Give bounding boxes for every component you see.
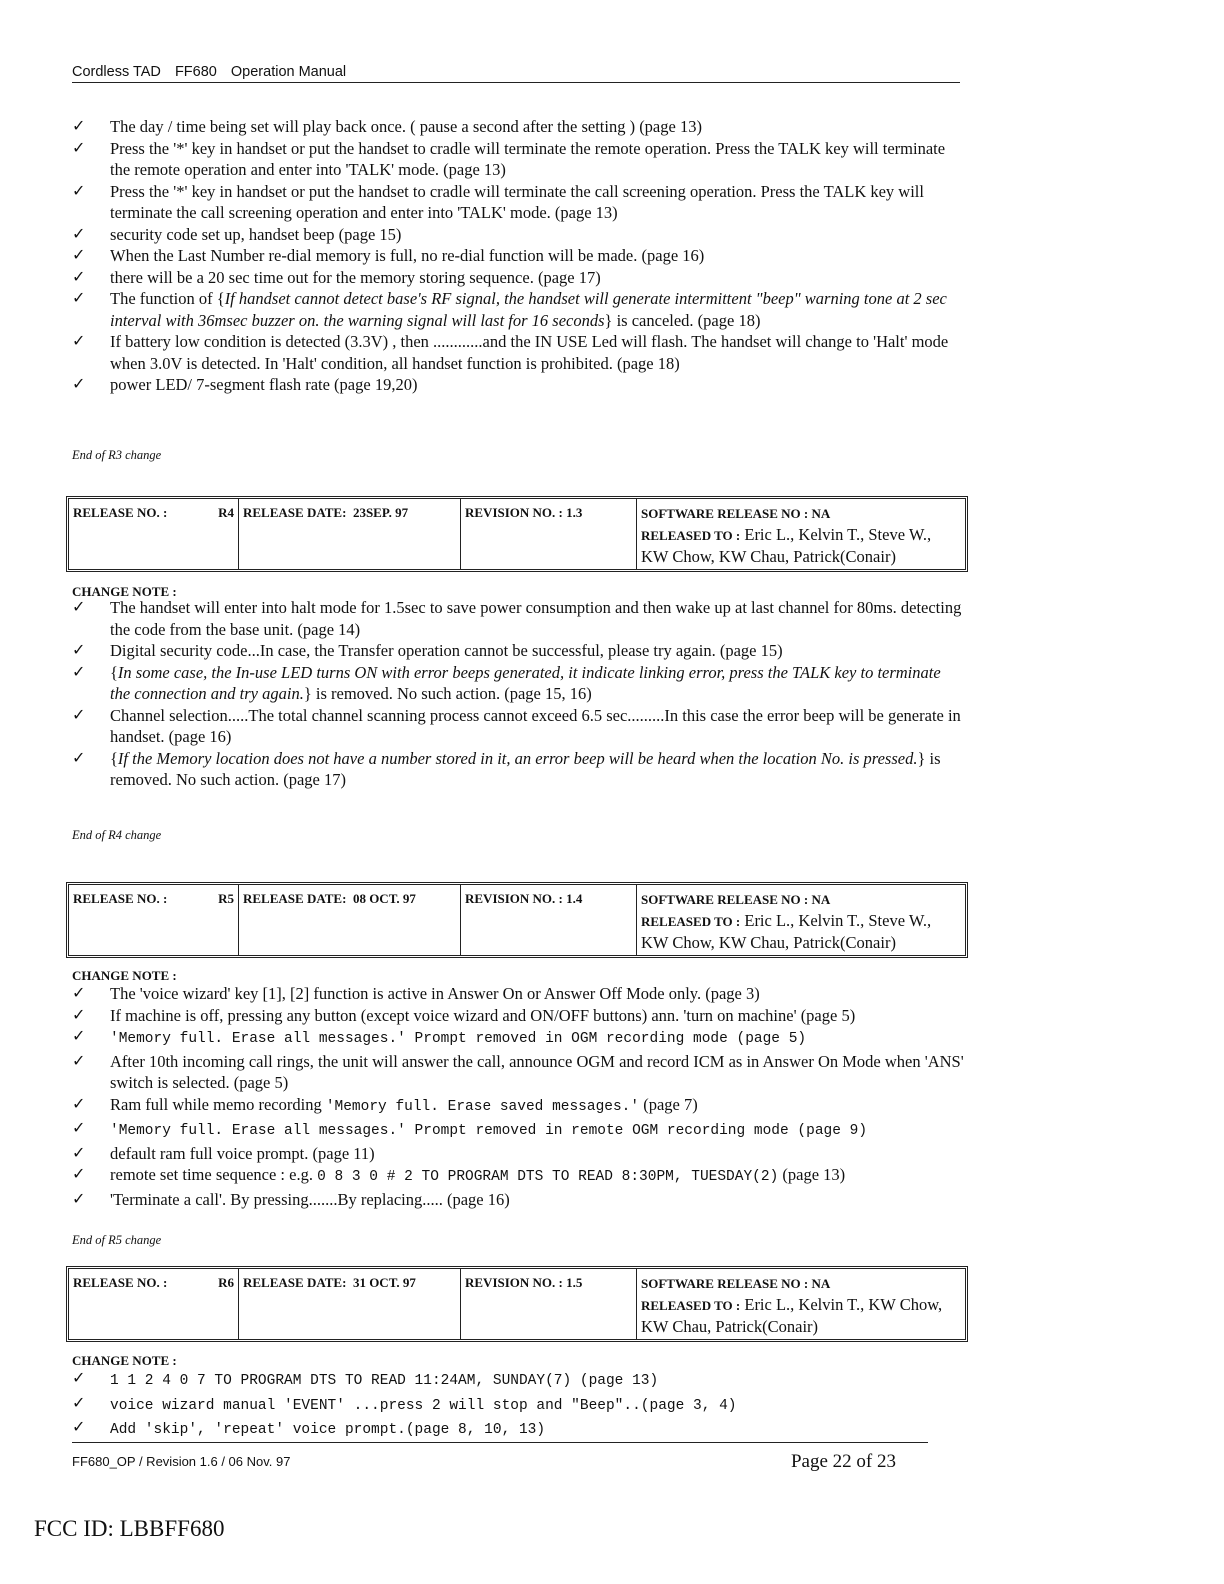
checkmark-icon: ✓ — [72, 1006, 86, 1024]
release-date-label: RELEASE DATE: — [243, 505, 347, 520]
software-release-label: SOFTWARE RELEASE NO : NA — [641, 1276, 831, 1291]
release-date-cell — [239, 1269, 461, 1339]
change-item — [72, 288, 964, 331]
checkmark-icon: ✓ — [72, 706, 86, 724]
change-item-text: default ram full voice prompt. (page 11) — [110, 1143, 375, 1163]
revision-label: REVISION NO. : — [465, 891, 563, 906]
change-item — [72, 245, 964, 267]
change-item — [72, 1143, 964, 1165]
header-left: Cordless TAD — [72, 64, 161, 80]
release-date-cell — [239, 499, 461, 569]
release-no-label: RELEASE NO. : — [73, 891, 168, 906]
change-item-text: power LED/ 7-segment flash rate (page 19,20) — [110, 375, 418, 394]
change-item — [72, 138, 964, 181]
change-note-label: CHANGE NOTE : — [72, 968, 177, 983]
change-item — [72, 331, 964, 374]
footer-page-number: Page 22 of 23 — [790, 1451, 896, 1472]
change-item-text: Channel selection.....The total channel scanning process cannot exceed 6.5 sec.........In this case the error beep will be generate in handset. (page 16) — [110, 705, 961, 746]
change-item-text: If the Memory location does not have a number stored in it, an error beep will be heard when the location No. is pressed. — [117, 748, 918, 768]
change-item-text: The handset will enter into halt mode for 1.5sec to save power consumption and then wake up at last channel for 80ms. detecting the code from the base unit. (page 14) — [110, 598, 962, 639]
release-no-cell — [69, 885, 239, 955]
checkmark-icon: ✓ — [72, 642, 86, 659]
software-cell — [637, 1269, 965, 1339]
release-no-label: RELEASE NO. : — [73, 505, 168, 520]
checkmark-icon: ✓ — [72, 225, 86, 243]
revision-value: 1.5 — [566, 1275, 583, 1290]
release-no-value: R4 — [218, 505, 234, 520]
change-item — [72, 662, 964, 705]
revision-label: REVISION NO. : — [465, 505, 563, 520]
page-header — [72, 64, 960, 83]
change-item — [72, 1368, 964, 1393]
released-to-value: Eric L., Kelvin T., Steve W., KW Chow, KW Chau, Patrick(Conair) — [641, 525, 932, 566]
change-item-text: } is removed. No such action. (page 17) — [110, 748, 941, 789]
header-model: FF680 — [174, 64, 217, 80]
page-footer — [72, 1442, 928, 1471]
release-table-r6 — [66, 1266, 968, 1342]
change-item-text: 1 1 2 4 0 7 TO PROGRAM DTS TO READ 11:24AM, SUNDAY(7) (page 13) — [110, 1373, 659, 1389]
change-note-label: CHANGE NOTE : — [72, 584, 177, 599]
release-date-label: RELEASE DATE: — [243, 1275, 347, 1290]
change-item-text: security code set up, handset beep (page 15) — [110, 224, 402, 244]
checkmark-icon: ✓ — [72, 1190, 86, 1208]
change-item — [72, 116, 964, 138]
change-item-text: 'Terminate a call'. By pressing.......By replacing..... (page 16) — [110, 1189, 510, 1209]
change-item-text: Digital security code...In case, the Transfer operation cannot be successful, please try again. (page 15) — [110, 641, 783, 660]
software-cell — [637, 499, 965, 569]
revision-cell — [461, 885, 637, 955]
revision-cell — [461, 499, 637, 569]
change-item — [72, 1094, 964, 1119]
change-item-text: If battery low condition is detected (3.3V) , then ............and the IN USE Led will flash. The handset will change to 'Halt' mode when 3.0V is detected. In 'Halt' condition, all handset function is prohibited. (page 18) — [110, 332, 949, 373]
change-item-text: { — [110, 748, 118, 768]
release-date-label: RELEASE DATE: — [243, 891, 347, 906]
checkmark-icon: ✓ — [72, 268, 86, 286]
change-item — [72, 1393, 964, 1418]
change-item-text: Add 'skip', 'repeat' voice prompt.(page 8, 10, 13) — [110, 1422, 546, 1438]
change-item-text: The day / time being set will play back once. ( pause a second after the setting ) (page 13) — [110, 117, 702, 136]
change-item-text: (page 7) — [639, 1094, 698, 1114]
end-r3-note: End of R3 change — [72, 448, 162, 462]
r6-change-list — [72, 1368, 964, 1442]
checkmark-icon: ✓ — [72, 1095, 86, 1113]
released-to-label: RELEASED TO : — [641, 1298, 741, 1313]
checkmark-icon: ✓ — [72, 333, 86, 350]
footer-doc-revision: FF680_OP / Revision 1.6 / 06 Nov. 97 — [72, 1454, 291, 1469]
released-to-value: Eric L., Kelvin T., Steve W., KW Chow, KW Chau, Patrick(Conair) — [641, 911, 932, 952]
release-table-r4 — [66, 496, 968, 572]
release-no-value: R5 — [218, 891, 234, 906]
fcc-id: FCC ID: LBBFF680 — [34, 1516, 225, 1541]
change-item — [72, 1051, 964, 1094]
software-release-label: SOFTWARE RELEASE NO : NA — [641, 892, 831, 907]
change-item-text: voice wizard manual 'EVENT' ...press 2 will stop and "Beep"..(page 3, 4) — [110, 1397, 737, 1414]
checkmark-icon: ✓ — [72, 139, 86, 157]
change-item-text: 0 8 3 0 # 2 TO PROGRAM DTS TO READ 8:30PM, TUESDAY(2) — [317, 1169, 779, 1185]
change-item-text: The 'voice wizard' key [1], [2] function is active in Answer On or Answer Off Mode only. (page 3) — [110, 984, 760, 1003]
checkmark-icon: ✓ — [72, 1028, 86, 1045]
revision-value: 1.4 — [566, 891, 583, 906]
change-item — [72, 224, 964, 246]
release-no-cell — [69, 1269, 239, 1339]
release-no-label: RELEASE NO. : — [73, 1275, 168, 1290]
checkmark-icon: ✓ — [72, 1419, 86, 1436]
checkmark-icon: ✓ — [72, 1370, 86, 1387]
change-item-text: 'Memory full. Erase saved messages.' — [325, 1098, 640, 1115]
change-item-text: (page 13) — [778, 1165, 846, 1184]
checkmark-icon: ✓ — [72, 118, 86, 135]
r5-change-list — [72, 983, 964, 1210]
release-table-r5 — [66, 882, 968, 958]
change-item-text: 'Memory full. Erase all messages.' Prompt removed in remote OGM recording mode (page 9) — [110, 1123, 868, 1139]
header-title: Operation Manual — [230, 64, 347, 80]
change-item-text: there will be a 20 sec time out for the memory storing sequence. (page 17) — [110, 267, 601, 287]
change-item — [72, 374, 964, 396]
release-no-value: R6 — [218, 1275, 234, 1290]
change-item-text: { — [110, 662, 118, 682]
checkmark-icon: ✓ — [72, 1120, 86, 1137]
change-item-text: In some case, the In-use LED turns ON with error beeps generated, it indicate linking error, press the TALK key to terminate the connection and try again. — [110, 662, 941, 703]
change-item-text: Press the '*' key in handset or put the handset to cradle will terminate the remote operation. Press the TALK key will terminate the remote operation and enter into 'TALK' mode. (page 13) — [110, 138, 946, 179]
software-release-label: SOFTWARE RELEASE NO : NA — [641, 506, 831, 521]
r4-change-list — [72, 597, 964, 791]
change-item — [72, 1118, 964, 1143]
checkmark-icon: ✓ — [72, 1166, 86, 1183]
change-item-text: After 10th incoming call rings, the unit will answer the call, announce OGM and record ICM as in Answer On Mode when 'ANS' switch is selected. (page 5) — [110, 1051, 964, 1092]
change-item-text: remote set time sequence : e.g. — [110, 1165, 318, 1184]
release-date-value: 08 OCT. 97 — [352, 891, 416, 906]
change-item-text: 'Memory full. Erase all messages.' Prompt removed in OGM recording mode (page 5) — [110, 1031, 807, 1047]
release-date-value: 31 OCT. 97 — [352, 1275, 416, 1290]
end-r5-note: End of R5 change — [72, 1233, 162, 1247]
change-item — [72, 705, 964, 748]
released-to-value: Eric L., Kelvin T., KW Chow, KW Chau, Patrick(Conair) — [641, 1295, 943, 1336]
change-item-text: } is canceled. (page 18) — [604, 310, 761, 330]
checkmark-icon: ✓ — [72, 247, 86, 264]
change-item-text: If handset cannot detect base's RF signal, the handset will generate intermittent "beep" warning tone at 2 sec interval with 36msec buzzer on. the warning signal will last for 16 seconds — [110, 289, 947, 330]
software-cell — [637, 885, 965, 955]
change-item-text: Ram full while memo recording — [110, 1094, 326, 1114]
checkmark-icon: ✓ — [72, 1394, 86, 1412]
checkmark-icon: ✓ — [72, 1144, 86, 1162]
checkmark-icon: ✓ — [72, 182, 86, 200]
change-item — [72, 1189, 964, 1211]
change-item-text: } is removed. No such action. (page 15, 16) — [303, 684, 592, 703]
change-item-text: When the Last Number re-dial memory is full, no re-dial function will be made. (page 16) — [110, 246, 705, 265]
change-item-text: The function of { — [110, 289, 225, 308]
change-item — [72, 267, 964, 289]
change-item — [72, 1026, 964, 1051]
change-item — [72, 1164, 964, 1189]
end-r4-note: End of R4 change — [72, 828, 162, 842]
change-item-text: If machine is off, pressing any button (except voice wizard and ON/OFF buttons) ann. 'turn on machine' (page 5) — [110, 1005, 856, 1025]
release-date-value: 23SEP. 97 — [352, 505, 409, 520]
change-item — [72, 1417, 964, 1442]
revision-cell — [461, 1269, 637, 1339]
release-date-cell — [239, 885, 461, 955]
checkmark-icon: ✓ — [72, 663, 86, 681]
change-item — [72, 181, 964, 224]
release-no-cell — [69, 499, 239, 569]
revision-value: 1.3 — [566, 505, 583, 520]
checkmark-icon: ✓ — [72, 985, 86, 1002]
change-note-label: CHANGE NOTE : — [72, 1353, 177, 1368]
checkmark-icon: ✓ — [72, 599, 86, 616]
r3-change-list — [72, 116, 964, 396]
change-item — [72, 983, 964, 1005]
checkmark-icon: ✓ — [72, 1052, 86, 1070]
change-item-text: Press the '*' key in handset or put the handset to cradle will terminate the call screening operation. Press the TALK key will terminate the call screening operation and enter into 'TALK' mode. (page 13) — [110, 181, 924, 222]
released-to-label: RELEASED TO : — [641, 528, 741, 543]
revision-label: REVISION NO. : — [465, 1275, 563, 1290]
released-to-label: RELEASED TO : — [641, 914, 741, 929]
checkmark-icon: ✓ — [72, 376, 86, 393]
change-item — [72, 748, 964, 791]
change-item — [72, 640, 964, 662]
checkmark-icon: ✓ — [72, 749, 86, 767]
change-item — [72, 1005, 964, 1027]
checkmark-icon: ✓ — [72, 290, 86, 307]
change-item — [72, 597, 964, 640]
